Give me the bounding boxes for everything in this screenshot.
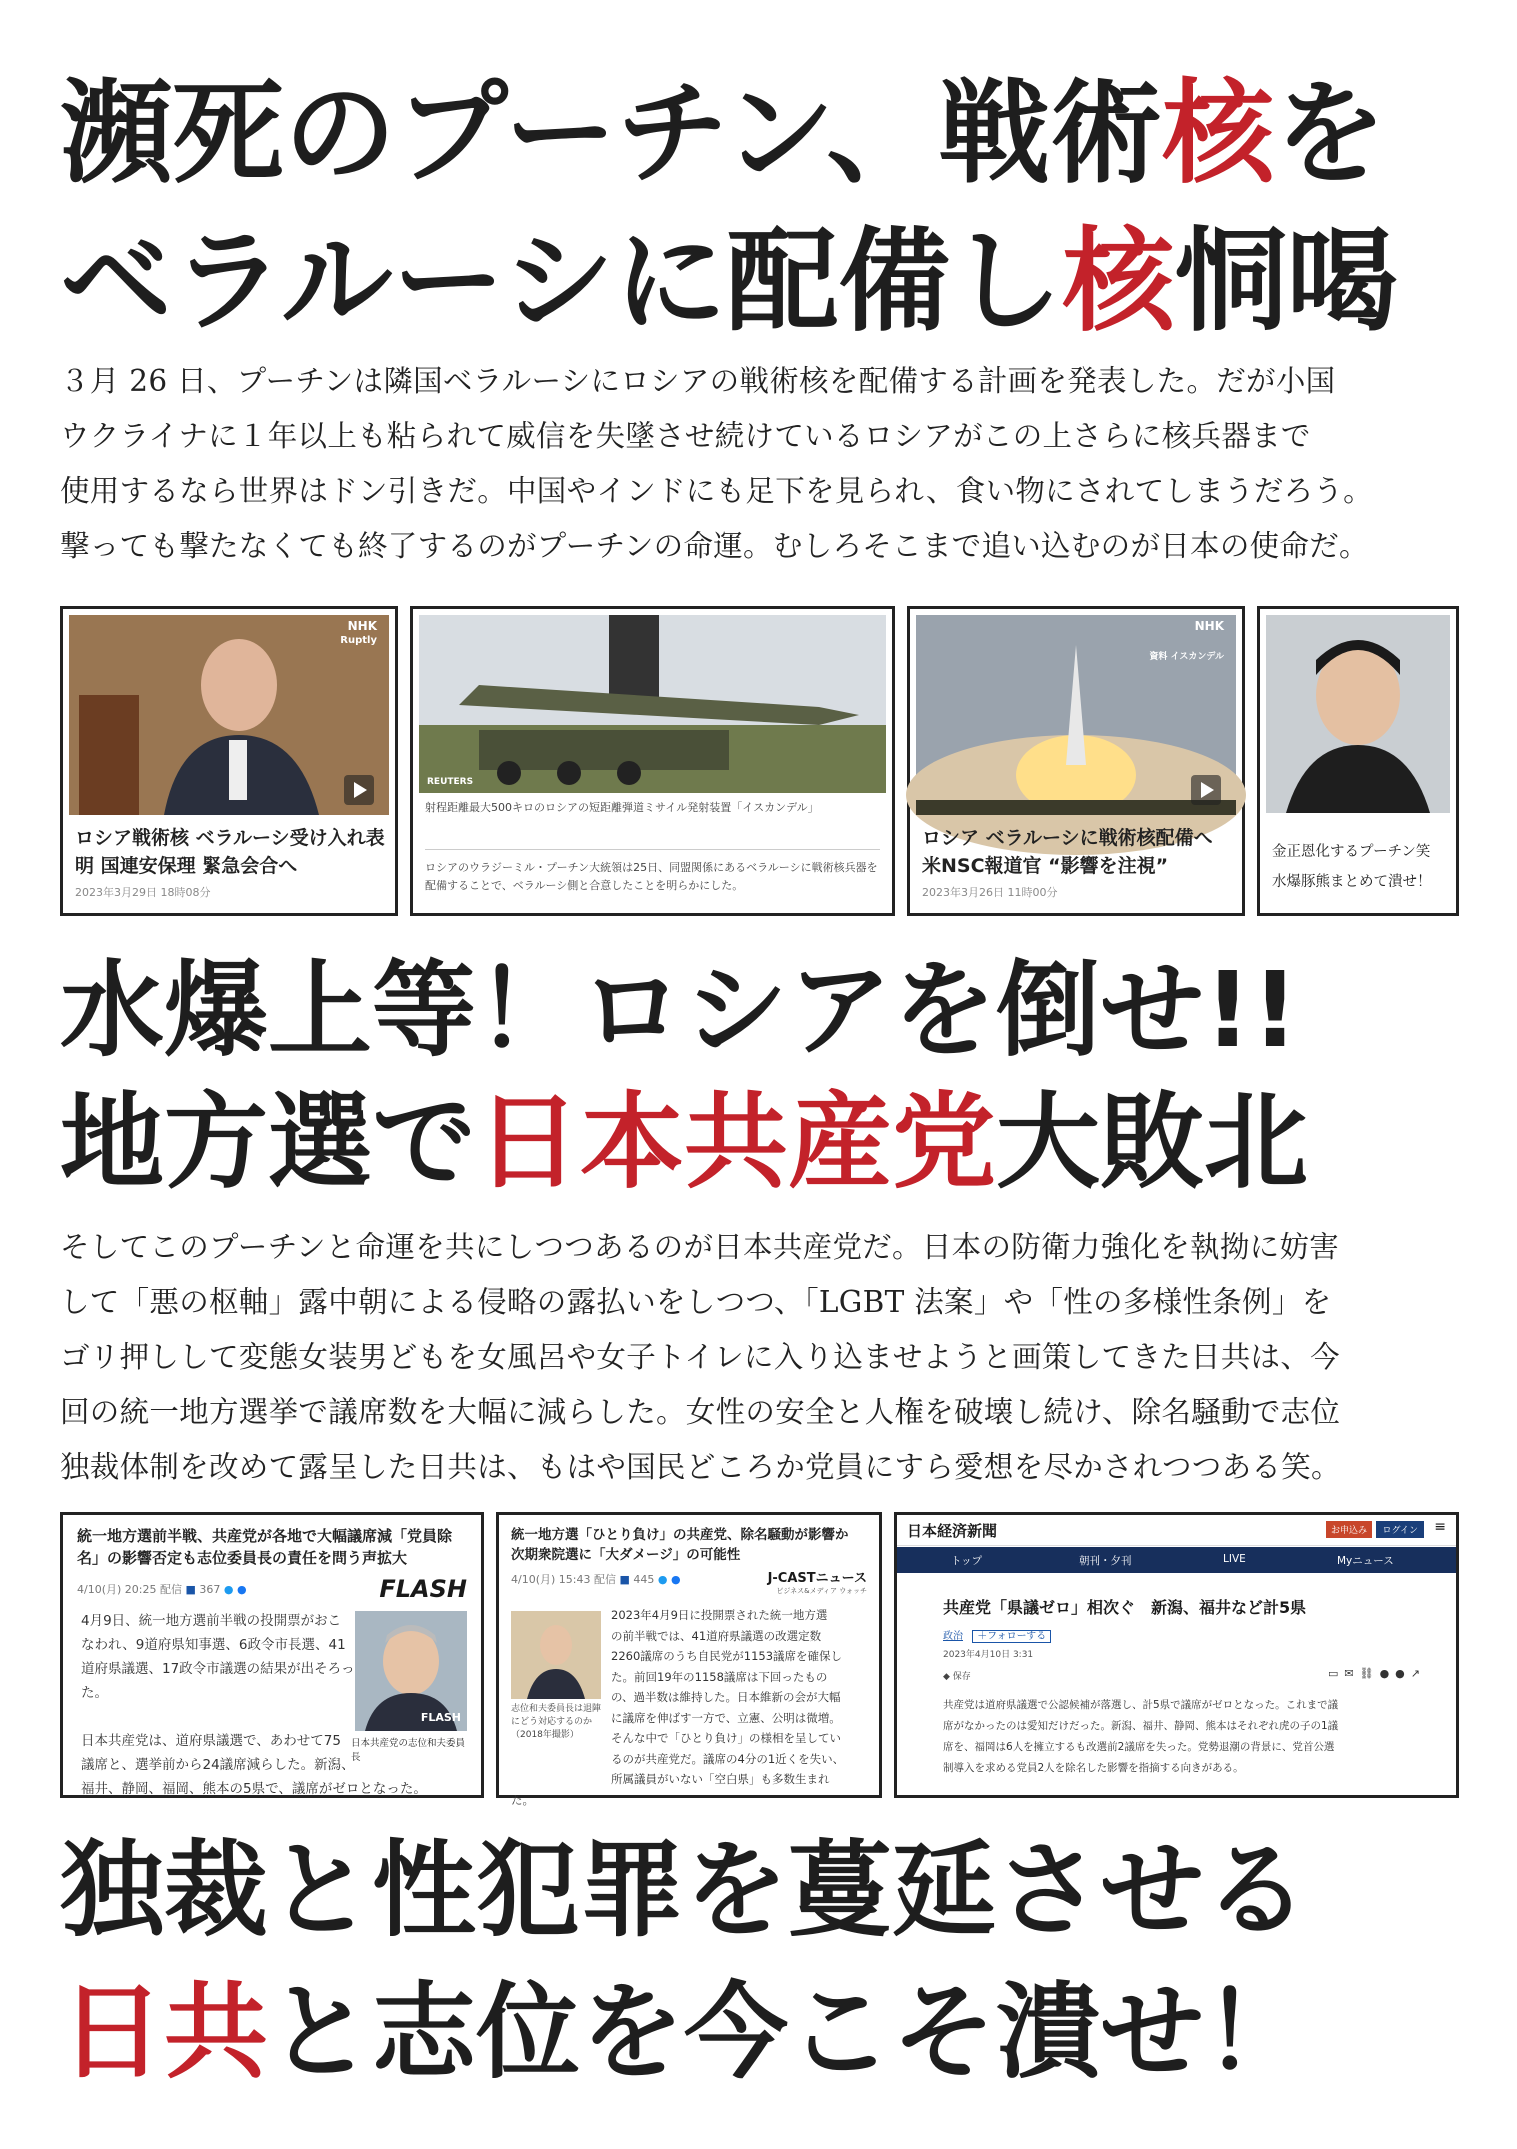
body-line: 制導入を求める党員2人を除名した影響を指摘する向きがある。	[943, 1762, 1244, 1774]
news-card-missile	[410, 606, 895, 916]
body-line: 席を、福岡は6人を擁立するも改選前2議席を失った。党勢退潮の背景に、党首公選	[943, 1741, 1335, 1753]
mail-icon[interactable]: ✉	[1344, 1667, 1360, 1680]
headline-6	[60, 1971, 1460, 2093]
card-date: 2023年3月29日 18時08分	[75, 886, 211, 899]
ruptly-logo: Ruptly	[340, 635, 377, 646]
photo-caption: 志位和夫委員長は退陣にどう対応するのか（2018年撮影）	[511, 1704, 602, 1740]
signup-button[interactable]: お申込み	[1326, 1521, 1372, 1538]
article-nikkei	[894, 1512, 1459, 1798]
body-line: 福井、静岡、福岡、熊本の5県で、議席がゼロとなった。	[81, 1781, 427, 1797]
headline-4-part2: 大敗北	[996, 1081, 1309, 1203]
card-title: ロシア戦術核 ベラルーシ受け入れ表明 国連安保理 緊急会合へ	[75, 827, 385, 877]
body-2-text	[60, 1220, 1460, 1495]
save-button[interactable]	[943, 1669, 971, 1682]
nikkei-nav	[897, 1547, 1456, 1573]
body-line: 2023年4月9日に投開票された統一地方選	[611, 1608, 828, 1622]
body-line: 4月9日、統一地方選前半戦の投開票がおこ	[81, 1613, 342, 1629]
nikkei-masthead: 日本経済新聞	[907, 1522, 998, 1540]
divider	[425, 849, 880, 850]
photo-flash-logo: FLASH	[420, 1711, 461, 1724]
headline-2-part2: 恫喝	[1174, 217, 1399, 347]
headline-5: 独裁と性犯罪を蔓延させる	[60, 1829, 1309, 1951]
body-line	[81, 1705, 361, 1729]
jcast-logo-sub: ビジネス&メディア ウォッチ	[776, 1587, 867, 1595]
card-caption	[1272, 837, 1446, 897]
comment-icon: ■	[185, 1583, 196, 1596]
kim-photo	[1266, 615, 1450, 813]
headline-2-part1: ベラルーシに配備し	[60, 217, 1063, 347]
headline-4-red: 日本共産党	[476, 1081, 997, 1203]
body-line: た。	[511, 1792, 534, 1807]
body-line: して「悪の枢軸」露中朝による侵略の露払いをしつつ、「LGBT 法案」や「性の多様性条例」を	[60, 1285, 1332, 1319]
nav-item[interactable]: LIVE	[1223, 1553, 1246, 1565]
body-line: に議席を伸ばす一方で、立憲、公明は微増。	[611, 1710, 841, 1725]
jcast-logo	[768, 1567, 867, 1596]
intro-line: 撃っても撃たなくても終了するのがプーチンの命運。むしろそこまで追い込むのが日本の使命だ。	[60, 529, 1369, 563]
article-title: 統一地方選前半戦、共産党が各地で大幅議席減「党員除名」の影響否定も志位委員長の責任を問う声拡大	[77, 1527, 453, 1567]
article-title: 統一地方選「ひとり負け」の共産党、除名騒動が影響か 次期衆院選に「大ダメージ」の可能性	[511, 1527, 862, 1563]
tag-politics[interactable]: 政治	[943, 1631, 963, 1642]
card-title: ロシア ベラルーシに戦術核配備へ 米NSC報道官 “影響を注視”	[922, 827, 1213, 877]
body-line: た。前回19年の1158議席は下回ったもの	[611, 1669, 828, 1684]
photo-caption: 日本共産党の志位和夫委員長	[351, 1738, 466, 1763]
headline-2	[60, 217, 1460, 347]
body-line: の前半戦では、41道府県議選の改選定数	[611, 1628, 822, 1643]
article-title: 共産党「県議ゼロ」相次ぐ 新潟、福井など計5県	[943, 1598, 1307, 1617]
body-line: 共産党は道府県議選で公認候補が落選し、計5県で議席がゼロとなった。これまで議	[943, 1699, 1339, 1711]
headline-4-part1: 地方選で	[60, 1081, 477, 1203]
body-line: 所属議員がいない「空白県」も多数生まれ	[611, 1772, 830, 1786]
intro-text	[60, 354, 1460, 574]
comment-count: 367	[199, 1583, 221, 1596]
nikkei-header	[897, 1515, 1456, 1546]
body-line: 議席と、選挙前から24議席減らした。新潟、	[81, 1757, 355, 1773]
twitter-icon[interactable]: ●	[223, 1583, 234, 1596]
article-jcast	[496, 1512, 882, 1807]
save-label: 保存	[952, 1672, 971, 1682]
article-meta	[511, 1571, 681, 1587]
missile-photo	[419, 615, 886, 793]
headline-6-red: 日共	[60, 1971, 269, 2093]
twitter-icon[interactable]: ●	[657, 1573, 668, 1586]
intro-line: ３月 26 日、プーチンは隣国ベラルーシにロシアの戦術核を配備する計画を発表した。だが小国	[60, 364, 1336, 398]
article-flash	[60, 1512, 484, 1798]
body-line: るのが共産党だ。議席の4分の1近くを失い、	[611, 1751, 845, 1766]
card-caption	[922, 824, 1232, 900]
article-date: 2023年4月10日 3:31	[943, 1650, 1034, 1660]
headline-4	[60, 1081, 1460, 1203]
body-line: 独裁体制を改めて露呈した日共は、もはや国民どころか党員にすら愛想を尽かされつつある笑。	[60, 1450, 1341, 1484]
facebook-icon[interactable]: ●	[671, 1573, 681, 1586]
jcast-logo-text: J-CASTニュース	[767, 1571, 867, 1586]
shii-photo	[511, 1611, 601, 1699]
article-tags	[943, 1627, 1051, 1642]
nhk-logo: NHK	[1194, 619, 1224, 633]
comment-icon: ■	[619, 1573, 630, 1586]
save-icon: ◆	[943, 1672, 950, 1682]
body-line: 2260議席のうち自民党が1153議席を確保し	[611, 1649, 843, 1663]
body-line: の、過半数は維持した。日本維新の会が大幅	[611, 1690, 841, 1704]
nav-item[interactable]: トップ	[951, 1555, 983, 1567]
body-line: 席がなかったのは愛知だけだった。新潟、福井、静岡、熊本はそれぞれ虎の子の1議	[943, 1720, 1339, 1732]
headline-3: 水爆上等！ロシアを倒せ!!	[60, 949, 1299, 1071]
twitter-icon[interactable]: ●	[1379, 1667, 1396, 1680]
article-body	[943, 1695, 1448, 1779]
nhk-logo: NHK	[347, 619, 377, 633]
card-date: 2023年3月26日 11時00分	[922, 886, 1058, 899]
reuters-logo: REUTERS	[427, 777, 474, 787]
body-line: た。	[81, 1685, 108, 1701]
body-line: 日本共産党は、道府県議選で、あわせて75	[81, 1733, 341, 1749]
body-line: 回の統一地方選挙で議席数を大幅に減らした。女性の安全と人権を破壊し続け、除名騒動で志位	[60, 1395, 1341, 1429]
facebook-icon[interactable]: ●	[1395, 1667, 1411, 1680]
card-caption: ロシアのウラジーミル・プーチン大統領は25日、同盟関係にあるベラルーシに戦術核兵器を配備することで、ベラルーシ側と合意したことを明らかにした。	[425, 861, 878, 892]
print-icon[interactable]: ▭	[1327, 1667, 1345, 1680]
caption-line-2: 水爆豚熊まとめて潰せ！	[1272, 874, 1432, 890]
news-card-putin	[60, 606, 398, 916]
follow-button[interactable]: ＋フォローする	[972, 1630, 1051, 1643]
comment-count: 445	[633, 1573, 655, 1586]
article-date: 4/10(月) 15:43 配信	[511, 1573, 616, 1586]
intro-line: ウクライナに１年以上も粘られて威信を失墜させ続けているロシアがこの上さらに核兵器まで	[60, 419, 1311, 453]
caption-line-1: 金正恩化するプーチン笑	[1272, 844, 1431, 860]
headline-2-red: 核	[1062, 217, 1175, 347]
news-card-launch	[907, 606, 1245, 916]
link-icon[interactable]: ⛓	[1359, 1667, 1380, 1680]
card-kim	[1257, 606, 1459, 916]
facebook-icon[interactable]: ●	[237, 1583, 247, 1596]
launch-photo	[916, 615, 1236, 815]
body-line: そしてこのプーチンと命運を共にしつつあるのが日本共産党だ。日本の防衛力強化を執拗に妨害	[60, 1230, 1340, 1264]
headline-1-part1: 瀕死のプーチン、戦術	[60, 69, 1163, 199]
nav-item[interactable]: Myニュース	[1337, 1555, 1394, 1567]
headline-1-red: 核	[1162, 69, 1275, 199]
headline-1	[60, 69, 1460, 199]
body-line: なわれ、9道府県知事選、6政令市長選、41	[81, 1637, 346, 1653]
body-line: 道府県議選、17政令市議選の結果が出そろっ	[81, 1661, 355, 1677]
headline-1-part2: を	[1274, 69, 1387, 199]
menu-icon[interactable]: ≡	[1434, 1519, 1446, 1535]
share-icon[interactable]: ↗	[1410, 1667, 1426, 1680]
article-meta	[77, 1581, 247, 1597]
nav-item[interactable]: 朝刊・夕刊	[1079, 1555, 1132, 1567]
headline-6-part2: と志位を今こそ潰せ！	[268, 1971, 1309, 2093]
card-caption	[75, 824, 385, 900]
login-button[interactable]: ログイン	[1376, 1521, 1424, 1538]
photo-caption: 射程距離最大500キロのロシアの短距離弾道ミサイル発射装置「イスカンデル」	[425, 801, 819, 814]
body-line: そんな中で「ひとり負け」の様相を呈してい	[611, 1731, 841, 1745]
article-date: 4/10(月) 20:25 配信	[77, 1583, 182, 1596]
body-line: ゴリ押しして変態女装男どもを女風呂や女子トイレに入り込ませようと画策してきた日共は、今	[60, 1340, 1340, 1374]
flash-logo: FLASH	[379, 1575, 467, 1603]
intro-line: 使用するなら世界はドン引きだ。中国やインドにも足下を見られ、食い物にされてしまうだろう。	[60, 474, 1373, 508]
archive-label: 資料 イスカンデル	[1149, 652, 1224, 662]
share-icons	[1328, 1667, 1426, 1680]
